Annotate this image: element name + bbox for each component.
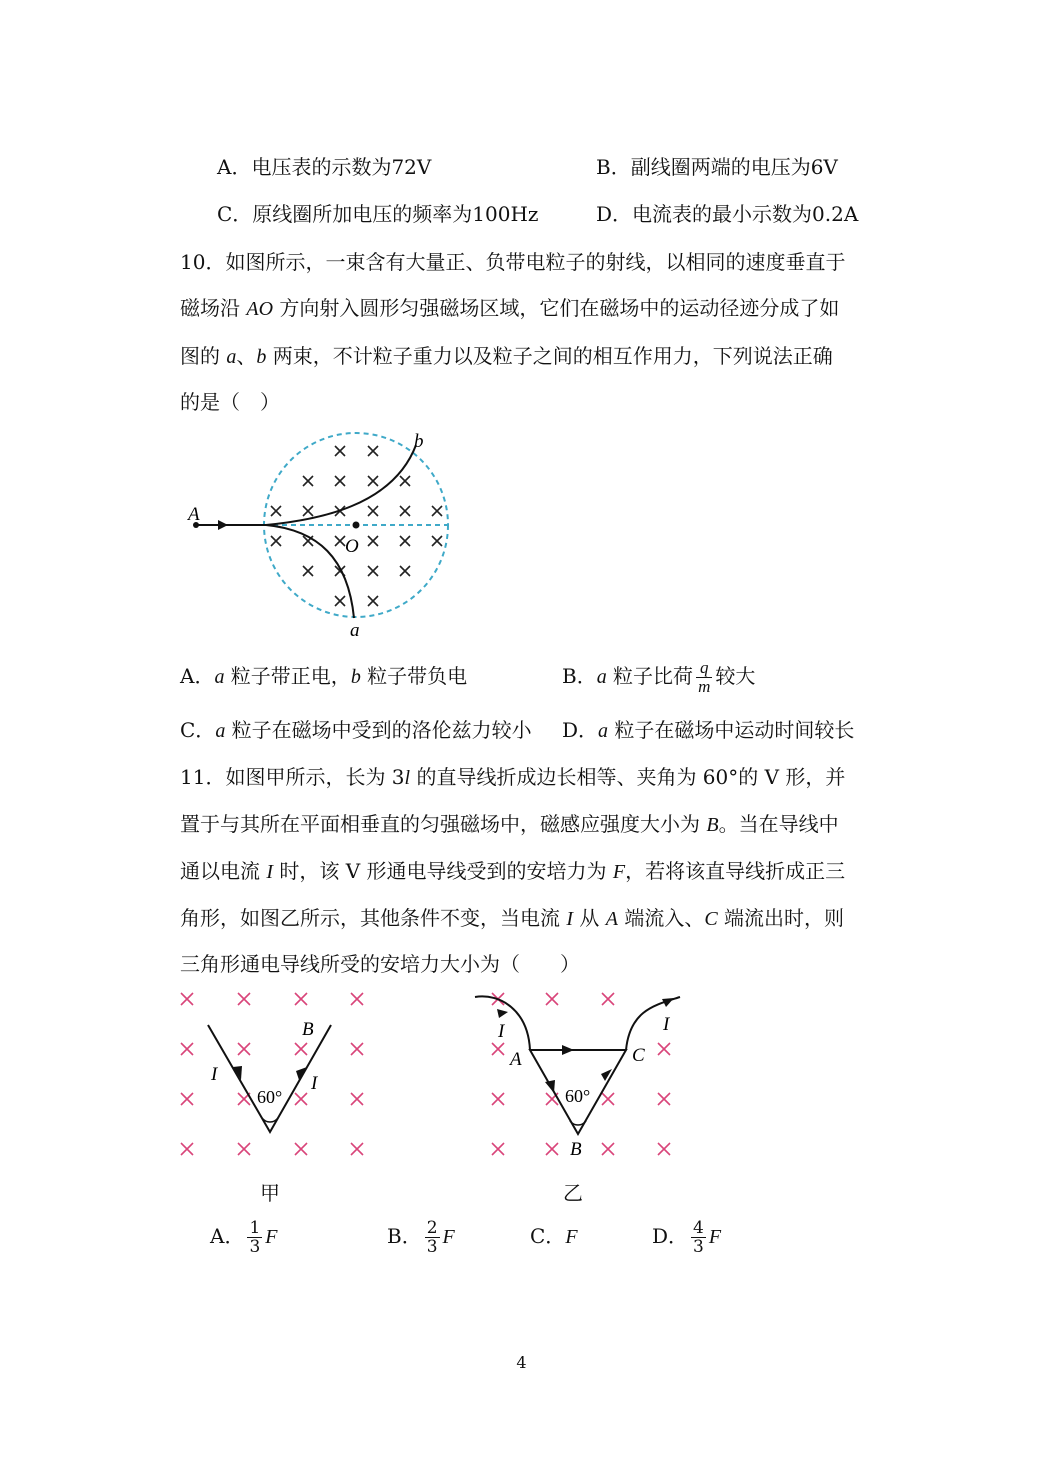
q11-stem-line4: 角形，如图乙所示，其他条件不变，当电流 I 从 A 端流入、C 端流出时，则	[180, 906, 845, 930]
q10-stem-line3: 图的 a、b 两束，不计粒子重力以及粒子之间的相互作用力，下列说法正确	[180, 344, 833, 368]
charge-mass-fraction: $\frac{q}{m}$	[698, 658, 711, 696]
field-crosses-jia	[181, 993, 363, 1155]
center-o-dot	[353, 522, 360, 529]
q10-magnetic-field-figure	[178, 428, 468, 643]
lead-out-wire	[626, 997, 680, 1050]
current-arrow-out	[662, 998, 674, 1007]
label-I-in: I	[498, 1021, 505, 1042]
beam-arrow	[218, 520, 228, 530]
q10-option-d: D．a 粒子在磁场中运动时间较长	[562, 718, 855, 742]
label-C-yi: C	[632, 1045, 645, 1066]
angle-60-yi: 60°	[565, 1086, 591, 1106]
label-O: O	[345, 536, 359, 557]
q11-stem-line1: 11．如图甲所示，长为 3l 的直导线折成边长相等、夹角为 60°的 V 形，并	[180, 765, 846, 789]
q11-figure-yi	[470, 985, 685, 1165]
caption-jia: 甲	[260, 1181, 280, 1205]
q9-option-a: A．电压表的示数为72V	[217, 155, 432, 179]
q10-option-a: A．a 粒子带正电，b 粒子带负电	[180, 664, 468, 688]
label-B-yi: B	[570, 1139, 582, 1160]
label-A-yi: A	[510, 1049, 522, 1070]
label-b: b	[414, 431, 424, 452]
label-a: a	[350, 620, 360, 641]
q9-option-b: B．副线圈两端的电压为6V	[596, 155, 838, 179]
q10-stem-line2: 磁场沿 AO 方向射入圆形匀强磁场区域，它们在磁场中的运动径迹分成了如	[180, 296, 840, 320]
label-I-out: I	[663, 1014, 670, 1035]
label-I-right: I	[311, 1073, 318, 1094]
q10-stem-line4: 的是（ ）	[180, 390, 280, 414]
page-number: 4	[516, 1353, 527, 1372]
q11-option-b: B． $\frac{2}{3}$ F	[387, 1218, 455, 1257]
q11-stem-line2: 置于与其所在平面相垂直的匀强磁场中，磁感应强度大小为 B。当在导线中	[180, 812, 839, 836]
current-arrow-in	[497, 1009, 508, 1018]
label-B: B	[302, 1019, 314, 1040]
q11-option-c: C．F	[530, 1224, 578, 1248]
q11-figure-jia	[175, 985, 375, 1165]
angle-60: 60°	[257, 1087, 283, 1107]
caption-yi: 乙	[563, 1181, 583, 1205]
q9-option-d: D．电流表的最小示数为0.2A	[596, 202, 859, 226]
q9-option-c: C．原线圈所加电压的频率为100Hz	[217, 202, 539, 226]
current-arrow-top	[562, 1045, 574, 1055]
q10-option-b: B．a 粒子比荷 $\frac{q}{m}$ 较大	[562, 658, 756, 696]
q11-stem-line3: 通以电流 I 时，该 V 形通电导线受到的安培力为 F，若将该直导线折成正三	[180, 859, 846, 883]
q11-option-a: A． $\frac{1}{3}$ F	[210, 1218, 278, 1257]
q10-stem-line1: 10．如图所示，一束含有大量正、负带电粒子的射线，以相同的速度垂直于	[180, 250, 846, 274]
q10-option-c: C．a 粒子在磁场中受到的洛伦兹力较小	[180, 718, 532, 742]
label-I-left: I	[211, 1064, 218, 1085]
q11-stem-line5: 三角形通电导线所受的安培力大小为（ ）	[180, 952, 580, 976]
q11-option-d: D． $\frac{4}{3}$ F	[652, 1218, 722, 1257]
label-A: A	[188, 504, 200, 525]
current-arrow-ab	[545, 1080, 555, 1093]
